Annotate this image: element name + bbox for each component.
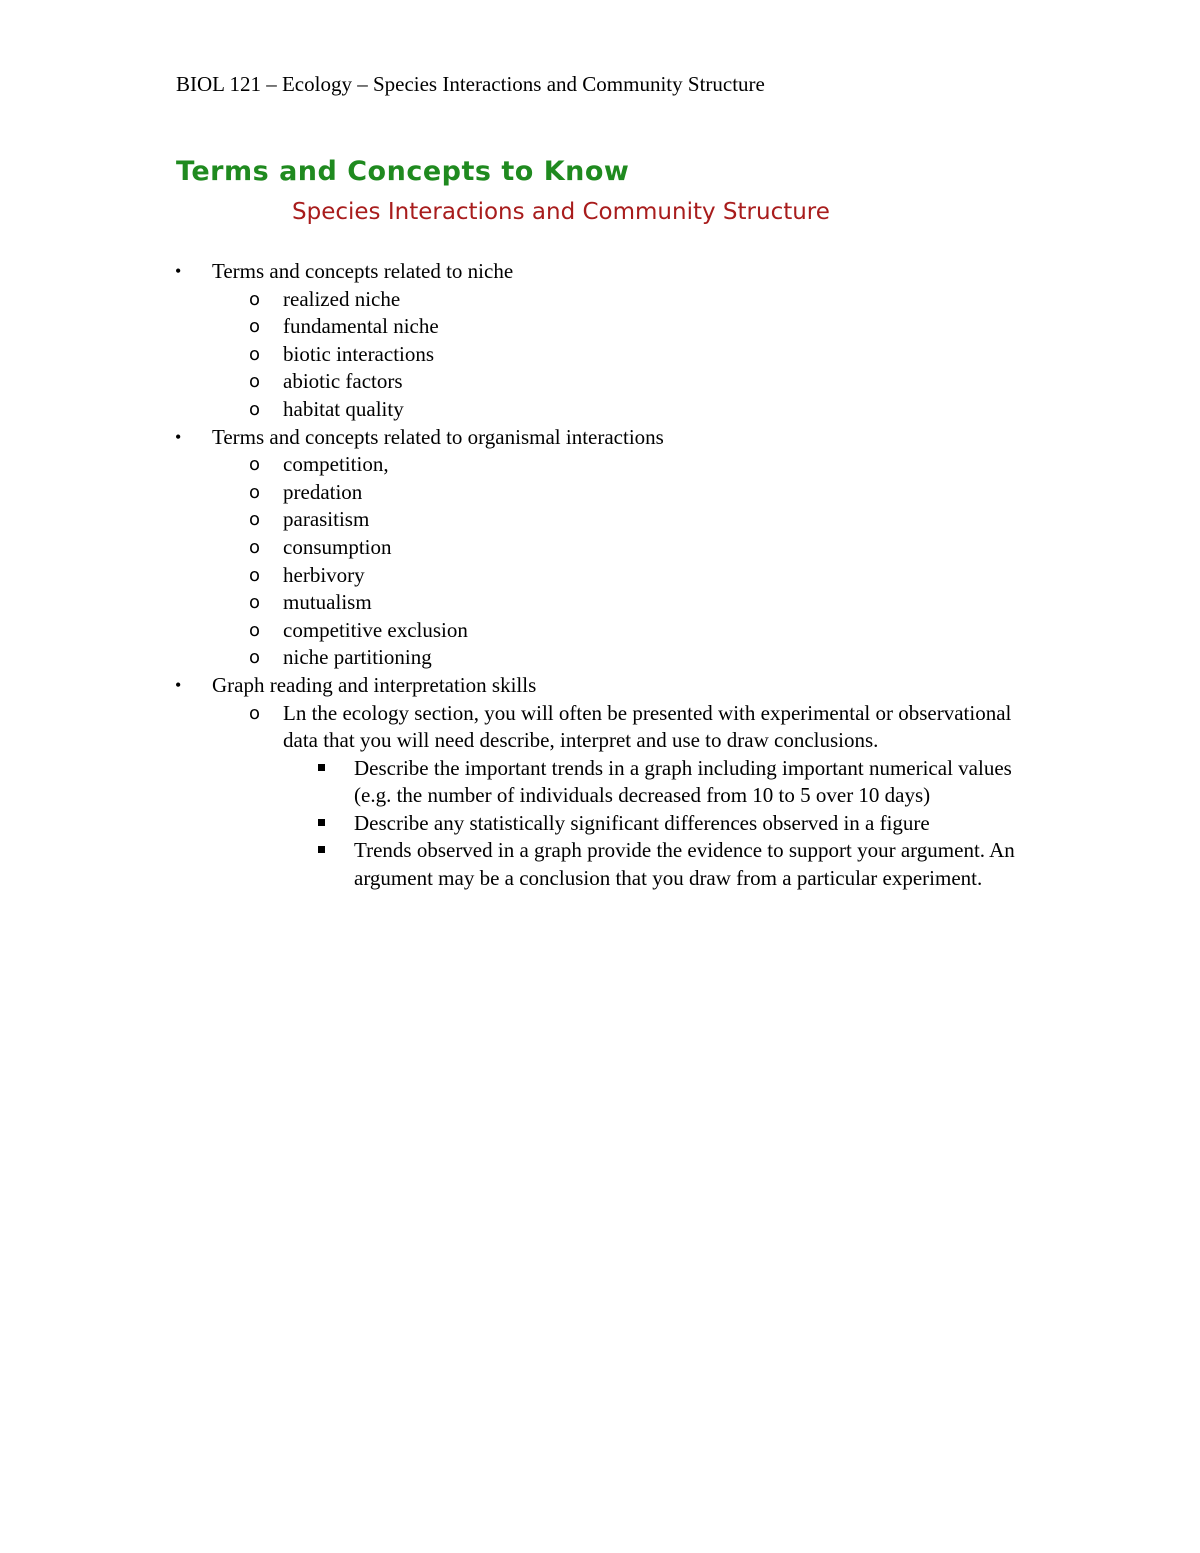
- sub-item-text: competitive exclusion: [283, 617, 468, 642]
- sub-item-text: biotic interactions: [283, 341, 435, 366]
- circle-bullet-icon: o: [249, 592, 261, 614]
- detail-item: [0, 837, 1034, 892]
- sub-item: [0, 506, 1043, 534]
- circle-bullet-icon: o: [249, 316, 261, 338]
- circle-bullet-icon: o: [249, 398, 261, 420]
- sub-item-text: parasitism: [283, 507, 370, 532]
- detail-item: [0, 810, 1034, 838]
- sub-item: [0, 700, 1043, 755]
- circle-bullet-icon: o: [249, 481, 261, 503]
- sub-item: [0, 313, 1043, 341]
- sub-item: [0, 479, 1043, 507]
- bullet-text: Terms and concepts related to organismal interactions: [212, 424, 664, 449]
- sub-item: [0, 589, 1043, 617]
- sub-item: [0, 562, 1043, 590]
- bullet-text: Graph reading and interpretation skills: [212, 672, 537, 697]
- circle-bullet-icon: o: [249, 454, 261, 476]
- bullet-text: Terms and concepts related to niche: [212, 259, 514, 283]
- square-bullet-icon: [318, 764, 325, 771]
- sub-item: [0, 617, 1043, 645]
- bullet-item-interactions: [0, 424, 1200, 452]
- bullet-icon: •: [175, 426, 182, 447]
- page-subtitle: Species Interactions and Community Structure: [292, 199, 830, 225]
- sub-item-text: habitat quality: [283, 396, 404, 421]
- sub-item-text: abiotic factors: [283, 369, 403, 394]
- sub-item-text: predation: [283, 479, 363, 504]
- sub-item: [0, 396, 1043, 424]
- sub-item-text: herbivory: [283, 562, 365, 587]
- sub-item-text: competition,: [283, 452, 389, 477]
- circle-bullet-icon: o: [249, 371, 261, 393]
- terms-list: [0, 258, 1200, 893]
- bullet-icon: •: [175, 261, 182, 281]
- circle-bullet-icon: o: [249, 288, 261, 310]
- sub-item-text: fundamental niche: [283, 314, 439, 339]
- sub-item: [0, 341, 1043, 369]
- detail-item-text: Describe any statistically significant differences observed in a figure: [354, 810, 930, 835]
- sub-item-text: niche partitioning: [283, 645, 432, 670]
- circle-bullet-icon: o: [249, 647, 261, 669]
- detail-item-text: Describe the important trends in a graph including important numerical values (e.g. the number of individuals decreased from 10 to 5 over 10 days): [354, 755, 1012, 808]
- circle-bullet-icon: o: [249, 564, 261, 586]
- circle-bullet-icon: o: [249, 702, 261, 724]
- square-bullet-icon: [318, 846, 325, 853]
- bullet-item-niche: [0, 258, 1200, 286]
- sub-item: [0, 286, 1043, 314]
- sub-item: [0, 368, 1043, 396]
- bullet-icon: •: [175, 674, 182, 695]
- sub-item-text: realized niche: [283, 286, 401, 311]
- sub-item: [0, 644, 1043, 672]
- sub-item-text: mutualism: [283, 590, 372, 615]
- square-bullet-icon: [318, 819, 325, 826]
- sub-item: [0, 534, 1043, 562]
- sub-item-text: Ln the ecology section, you will often be presented with experimental or observational data that you will need describe, interpret and use to draw conclusions.: [283, 700, 1012, 753]
- document-header: BIOL 121 – Ecology – Species Interactions and Community Structure: [176, 72, 765, 96]
- circle-bullet-icon: o: [249, 536, 261, 558]
- page-title: Terms and Concepts to Know: [176, 156, 630, 187]
- detail-item-text: Trends observed in a graph provide the evidence to support your argument. An argument may be a conclusion that you draw from a particular experiment.: [354, 838, 1015, 891]
- sub-item-text: consumption: [283, 534, 392, 559]
- circle-bullet-icon: o: [249, 509, 261, 531]
- circle-bullet-icon: o: [249, 343, 261, 365]
- sub-item: [0, 451, 1043, 479]
- bullet-item-graph-skills: [0, 672, 1200, 700]
- circle-bullet-icon: o: [249, 619, 261, 641]
- detail-item: [0, 755, 1034, 810]
